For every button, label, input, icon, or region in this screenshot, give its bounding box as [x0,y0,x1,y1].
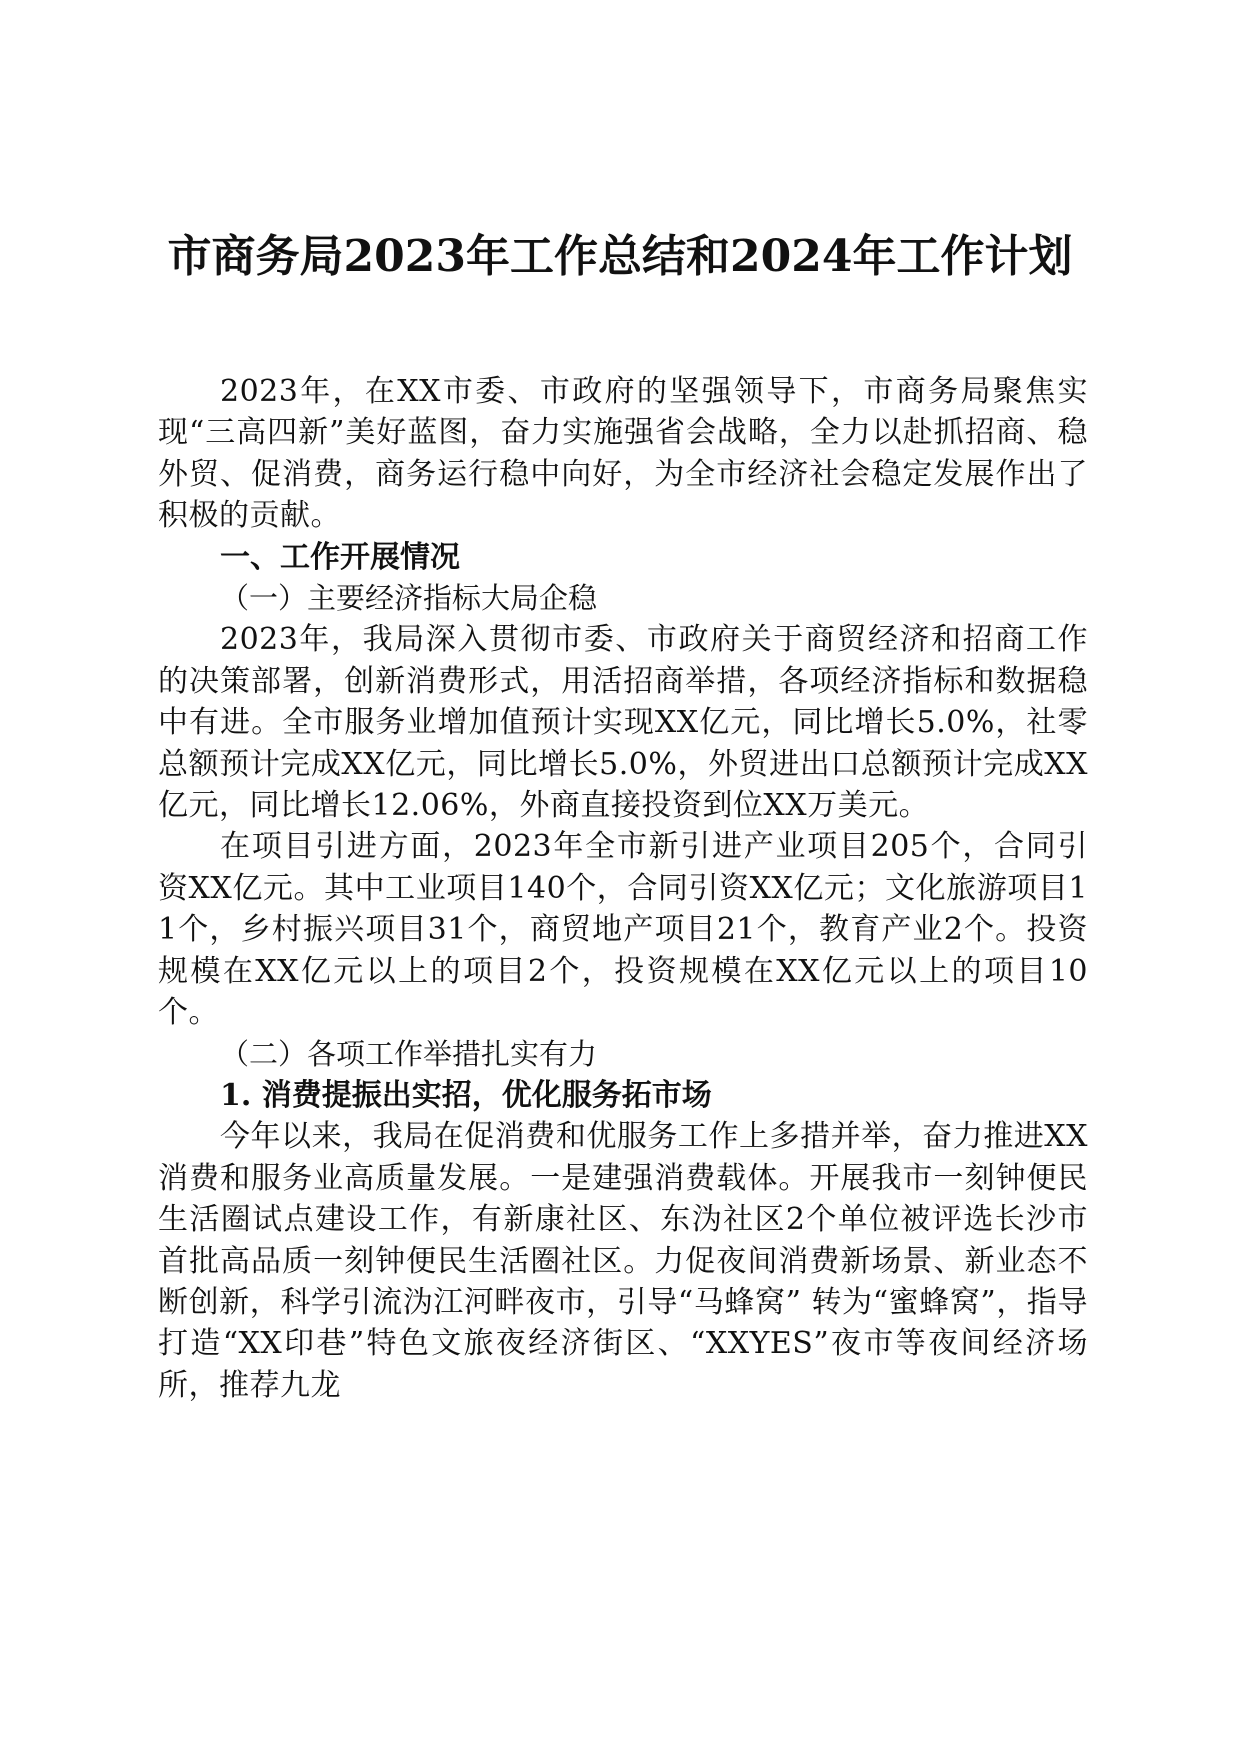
document-title: 市商务局2023年工作总结和2024年工作计划 [167,231,1073,282]
document-body [158,371,1088,1406]
paragraph-consumption-measures: 今年以来，我局在促消费和优服务工作上多措并举，奋力推进XX消费和服务业高质量发展。一是建强消费载体。开展我市一刻钟便民生活圈试点建设工作，有新康社区、东沩社区2个单位被评选长沙市首批高品质一刻钟便民生活圈社区。力促夜间消费新场景、新业态不断创新，科学引流沩江河畔夜市，引导“马蜂窝” 转为“蜜蜂窝”，指导打造“XX印巷”特色文旅夜经济街区、“XXYES”夜市等夜间经济场所，推荐九龙 [158,1119,1088,1403]
intro-paragraph: 2023年，在XX市委、市政府的坚强领导下，市商务局聚焦实现“三高四新”美好蓝图，奋力实施强省会战略，全力以赴抓招商、稳外贸、促消费，商务运行稳中向好，为全市经济社会稳定发展作出了积极的贡献。 [158,374,1088,534]
paragraph-economic-indicators: 2023年，我局深入贯彻市委、市政府关于商贸经济和招商工作的决策部署，创新消费形式，用活招商举措，各项经济指标和数据稳中有进。全市服务业增加值预计实现XX亿元，同比增长5.0%，社零总额预计完成XX亿元，同比增长5.0%，外贸进出口总额预计完成XX亿元，同比增长12.06%，外商直接投资到位XX万美元。 [158,622,1088,824]
section-heading-work-progress: 一、工作开展情况 [220,539,460,575]
paragraph-project-introduction: 在项目引进方面，2023年全市新引进产业项目205个，合同引资XX亿元。其中工业项目140个，合同引资XX亿元；文化旅游项目11个，乡村振兴项目31个，商贸地产项目21个，教育产业2个。投资规模在XX亿元以上的项目2个，投资规模在XX亿元以上的项目10个。 [158,829,1088,1031]
item-heading-consumption: 1. 消费提振出实招，优化服务拓市场 [220,1077,712,1113]
subsection-heading-work-measures: （二）各项工作举措扎实有力 [220,1036,598,1071]
subsection-heading-economic-indicators: （一）主要经济指标大局企稳 [220,581,598,616]
